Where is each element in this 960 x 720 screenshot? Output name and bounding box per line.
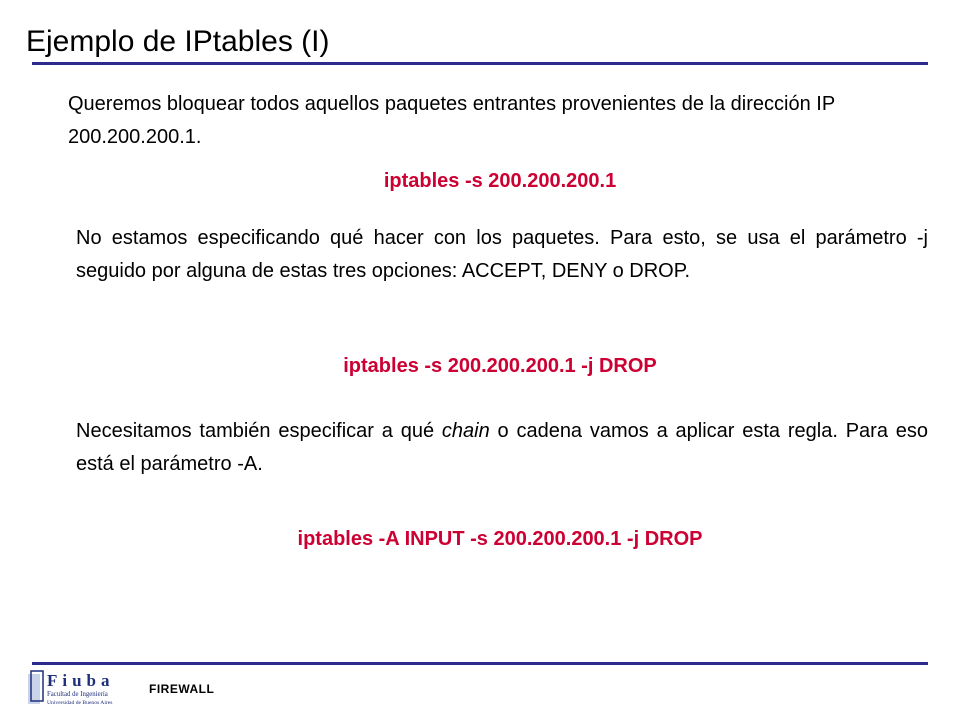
command-full-rule: iptables -A INPUT -s 200.200.200.1 -j DROP	[297, 528, 703, 550]
jump-parameter-paragraph: No estamos especificando qué hacer con los paquetes. Para esto, se usa el parámetro -j seguido por alguna de estas tres opciones: ACCEPT, DENY o DROP.	[76, 227, 928, 282]
logo-subtitle-2: Universidad de Buenos Aires	[47, 700, 113, 706]
logo-name: Fiuba	[47, 671, 115, 690]
chain-text-after: o cadena vamos a aplicar esta regla. Para eso está el parámetro -A.	[76, 420, 928, 475]
logo-emblem-back-icon	[28, 674, 40, 704]
footer-label: FIREWALL	[149, 682, 215, 696]
chain-text-before: Necesitamos también especificar a qué	[76, 420, 442, 442]
slide-title: Ejemplo de IPtables (I)	[26, 25, 330, 58]
command-with-drop: iptables -s 200.200.200.1 -j DROP	[343, 355, 657, 377]
command-source-only: iptables -s 200.200.200.1	[383, 170, 617, 192]
footer-divider	[32, 662, 928, 665]
chain-parameter-paragraph	[76, 415, 928, 481]
logo-subtitle-1: Facultad de Ingeniería	[47, 691, 108, 698]
title-divider	[32, 62, 928, 65]
intro-paragraph: Queremos bloquear todos aquellos paquetes entrantes provenientes de la dirección IP 200.200.200.1.	[68, 93, 835, 148]
chain-term: chain	[441, 420, 490, 442]
fiuba-logo	[26, 668, 126, 710]
